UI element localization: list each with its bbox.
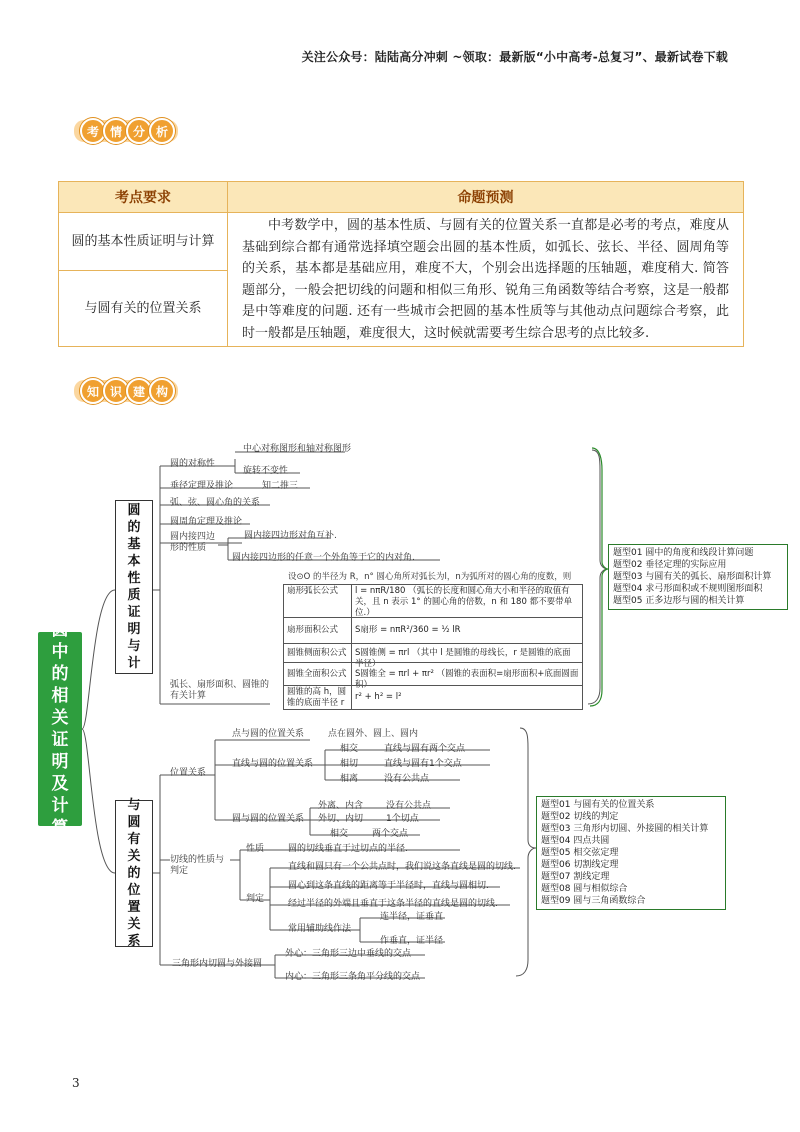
question-type: 题型04 求弓形面积或不规则图形面积 [613,584,763,594]
node-inscribed-quad: 圆内接四边形的性质 [170,532,216,553]
node-lc-intersect-note: 直线与圆有两个交点 [384,744,466,754]
node-circle-circle: 圆与圆的位置关系 [232,814,305,824]
node-symmetry: 圆的对称性 [170,459,216,469]
branch-char: 圆 [127,503,141,518]
root-char: 明 [51,752,69,772]
row-label-position-relations: 与圆有关的位置关系 [59,270,228,346]
node-point-circle-note: 点在圆外、圆上、圆内 [328,729,419,739]
node-tangent-judge-2: 圆心到这条直线的距离等于半径时，直线与圆相切. [288,881,489,891]
node-cc-1-note: 没有公共点 [386,801,432,811]
branch-char: 计 [127,656,141,671]
badge-char: 析 [149,118,175,144]
branch-char: 圆 [127,815,141,830]
branch-char: 质 [127,588,141,603]
branch-char: 位 [127,883,141,898]
node-calc-label: 弧长、扇形面积、圆锥的有关计算 [170,680,270,701]
badge-char: 分 [126,118,152,144]
node-circumcenter: 外心：三角形三边中垂线的交点 [285,949,412,959]
branch-char: 与 [127,798,141,813]
node-lc-intersect: 相交 [340,744,359,754]
question-type: 题型06 切割线定理 [541,860,619,870]
branch-char: 基 [127,537,141,552]
node-symmetry-1: 中心对称图形和轴对称图形 [243,444,352,454]
question-type: 题型09 圆与三角函数综合 [541,896,646,906]
node-cc-2-note: 1个切点 [386,814,419,824]
page-number: 3 [72,1076,80,1090]
branch-char: 性 [127,571,141,586]
question-type: 题型01 圆中的角度和线段计算问题 [613,548,754,558]
question-type: 题型03 与圆有关的弧长、扇形面积计算 [613,572,772,582]
node-tangent-property-text: 圆的切线垂直于过切点的半径. [288,844,408,854]
node-aux-2: 作垂直，证半径 [380,936,444,946]
node-line-circle: 直线与圆的位置关系 [232,759,314,769]
branch-char: 关 [127,849,141,864]
node-quad-2: 圆内接四边形的任意一个外角等于它的内对角. [232,553,415,563]
node-aux-1: 连半径，证垂直 [380,912,444,922]
root-char: 中 [51,642,69,662]
node-lc-separate-note: 没有公共点 [384,774,430,784]
badge-char: 知 [80,378,106,404]
branch-position-relations [115,800,153,947]
node-symmetry-2: 旋转不变性 [243,466,289,476]
node-cc-2: 外切、内切 [318,814,364,824]
question-type: 题型02 切线的判定 [541,812,619,822]
question-type: 题型01 与圆有关的位置关系 [541,800,655,810]
branch-char: 关 [127,917,141,932]
node-chord-theorem: 垂径定理及推论 [170,481,234,491]
node-tangent-judge-3: 经过半径的外端且垂直于这条半径的直线是圆的切线. [288,899,498,909]
page-header: 关注公众号：陆陆高分冲刺 ~领取：最新版“小中高考-总复习”、最新试卷下载 [301,50,728,64]
badge-char: 识 [103,378,129,404]
node-lc-separate: 相离 [340,774,359,784]
branch-basic-properties [115,500,153,674]
formula-value: S圆锥侧 = πrl （其中 l 是圆锥的母线长，r 是圆锥的底面半径） [351,643,583,663]
root-node [38,620,82,838]
badge-char: 考 [80,118,106,144]
branch-char: 明 [127,622,141,637]
badge-char: 建 [126,378,152,404]
root-char: 圆 [51,620,69,640]
branch-char: 本 [127,554,141,569]
question-type: 题型08 圆与相似综合 [541,884,628,894]
branch-char: 系 [127,934,141,949]
formula-value: l = nπR/180 （弧长的长度和圆心角大小和半径的取值有关，且 n 表示 1° 的圆心角的倍数，n 和 180 都不要带单位.） [351,584,583,618]
calc-intro: 设⊙O 的半径为 R，n° 圆心角所对弧长为l，n为弧所对的圆心角的度数，则 [288,572,572,582]
question-type: 题型02 垂径定理的实际应用 [613,560,727,570]
question-type: 题型05 相交弦定理 [541,848,619,858]
root-char: 证 [51,730,69,750]
question-type: 题型03 三角形内切圆、外接圆的相关计算 [541,824,709,834]
node-chord-note: 知二推三 [262,481,299,491]
badge-char: 情 [103,118,129,144]
node-point-circle: 点与圆的位置关系 [232,729,305,739]
node-tangent-judge: 判定 [246,894,265,904]
col-header-requirements: 考点要求 [59,182,228,213]
formula-value: S扇形 = nπR²/360 = ½ lR [351,617,583,644]
node-tangent: 切线的性质与判定 [170,855,225,876]
node-tangent-judge-1: 直线和圆只有一个公共点时，我们说这条直线是圆的切线. [288,862,516,872]
formula-name: 圆锥全面积公式 [283,662,352,686]
node-incenter: 内心：三角形三条角平分线的交点 [285,972,421,982]
node-triangle-circles: 三角形内切圆与外接圆 [172,959,263,969]
node-aux-lines: 常用辅助线作法 [288,924,352,934]
formula-name: 扇形面积公式 [283,617,352,644]
col-header-prediction: 命题预测 [228,182,744,213]
node-cc-3: 相交 [330,829,349,839]
branch-char: 的 [127,520,141,535]
node-lc-tangent: 相切 [340,759,359,769]
root-char: 计 [51,796,69,816]
row-label-basic-properties: 圆的基本性质证明与计算 [59,213,228,271]
node-position: 位置关系 [170,768,207,778]
branch-char: 的 [127,866,141,881]
formula-name: 圆锥的高 h，圆锥的底面半径 r [283,685,352,710]
node-cc-1: 外离、内含 [318,801,364,811]
branch-char: 证 [127,605,141,620]
branch-char: 置 [127,900,141,915]
root-char: 相 [51,686,69,706]
question-types-box-1 [608,544,788,610]
formula-value: r² + h² = l² [351,685,583,710]
branch-char: 有 [127,832,141,847]
node-cc-3-note: 两个交点 [372,829,409,839]
root-char: 关 [51,708,69,728]
formula-value: S圆锥全 = πrl + πr² （圆锥的表面积=扇形面积+底面圆面积） [351,662,583,686]
node-quad-1: 圆内接四边形对角互补. [244,531,337,541]
badge-char: 构 [149,378,175,404]
question-type: 题型07 割线定理 [541,872,610,882]
root-char: 的 [51,664,69,684]
question-type: 题型04 四点共圆 [541,836,610,846]
root-char: 及 [51,774,69,794]
node-arc-chord-angle: 弧、弦、圆心角的关系 [170,498,261,508]
question-types-box-2 [536,796,726,910]
node-lc-tangent-note: 直线与圆有1个交点 [384,759,462,769]
node-tangent-property: 性质 [246,844,265,854]
prediction-paragraph: 中考数学中，圆的基本性质、与圆有关的位置关系一直都是必考的考点，难度从基础到综合都有通常选择填空题会出圆的基本性质，如弧长、弦长、半径、圆周角等的关系，基本都是基础应用，难度不大，个别会出选择题的压轴题，难度稍大. 简答题部分，一般会把切线的问题和相似三角形、锐角三角函数等结合考察，这是一般都是中等难度的问题. 还有一些城市会把圆的基本性质等与其他动点问题综合考察，此时一般都是压轴题，难度很大，这时候就需要考生综合思考的点比较多. [242,218,729,341]
branch-char: 与 [127,639,141,654]
root-char: 算 [51,818,69,838]
node-inscribed-angle: 圆周角定理及推论 [170,517,243,527]
formula-name: 圆锥侧面积公式 [283,643,352,663]
formula-name: 扇形弧长公式 [283,584,352,618]
question-type: 题型05 正多边形与圆的相关计算 [613,596,745,606]
